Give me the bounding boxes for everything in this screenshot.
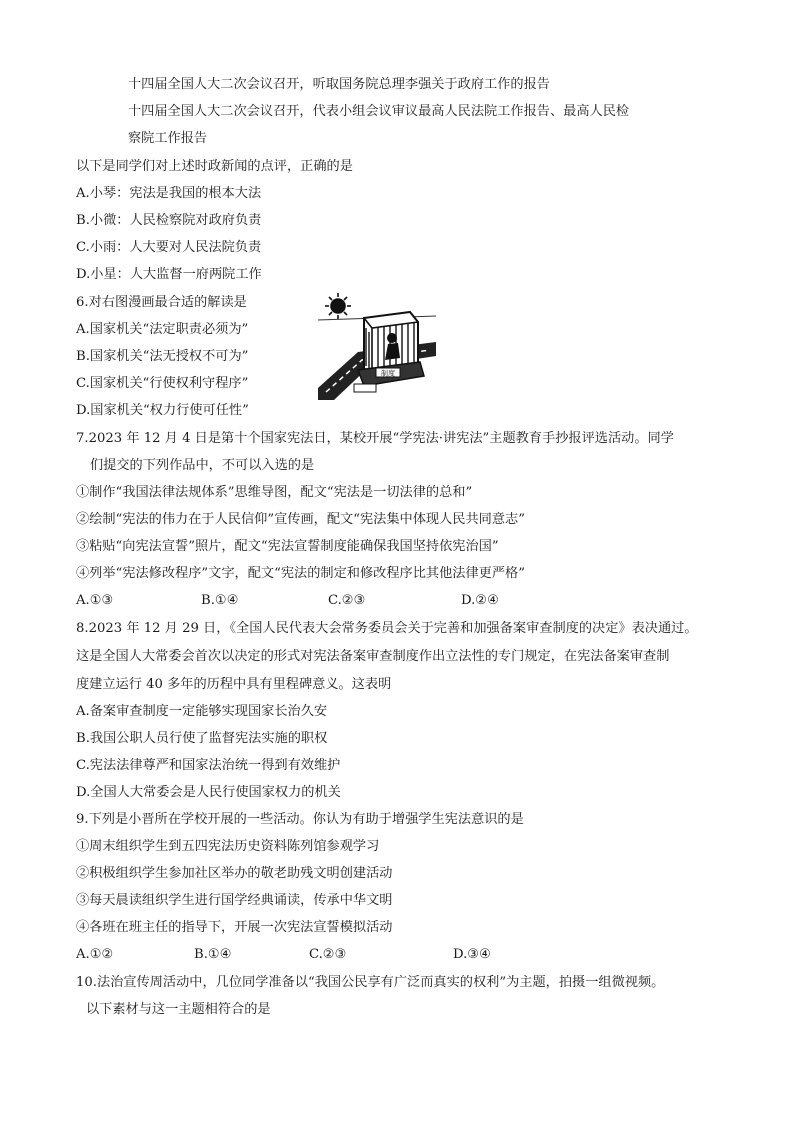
q8-stem-line-1: 8.2023 年 12 月 29 日，《全国人民代表大会常务委员会关于完善和加强备案审查制度的决定》表决通过。: [76, 621, 698, 636]
cage-cartoon-icon: [318, 292, 436, 400]
q7-stem-line-1: 7.2023 年 12 月 4 日是第十个国家宪法日，某校开展“学宪法·讲宪法”主题教育手抄报评选活动。同学: [76, 431, 674, 446]
q9-choice-c: C.②③: [309, 947, 347, 962]
q5-option-c: C.小雨：人大要对人民法院负责: [76, 240, 262, 255]
q7-item-2: ②绘制“宪法的伟力在于人民信仰”宣传画，配文“宪法集中体现人民共同意志”: [76, 512, 525, 527]
q6-option-a: A.国家机关“法定职责必须为”: [76, 322, 249, 337]
cartoon-sign-text: 制度: [381, 369, 395, 378]
q10-stem-line-2: 以下素材与这一主题相符合的是: [86, 1002, 271, 1017]
news-item-2-line-1: 十四届全国人大二次会议召开，代表小组会议审议最高人民法院工作报告、最高人民检: [128, 104, 630, 119]
q9-item-4: ④各班在班主任的指导下，开展一次宪法宣誓模拟活动: [76, 920, 393, 935]
q6-option-b: B.国家机关“法无授权不可为”: [76, 349, 249, 364]
q9-item-3: ③每天晨读组织学生进行国学经典诵读，传承中华文明: [76, 893, 393, 908]
q8-stem-line-3: 度建立运行 40 多年的历程中具有里程碑意义。这表明: [76, 677, 392, 692]
news-item-2-line-2: 察院工作报告: [128, 131, 208, 146]
q8-option-a: A.备案审查制度一定能够实现国家长治久安: [76, 704, 328, 719]
q5-option-a: A.小琴：宪法是我国的根本大法: [76, 186, 262, 201]
q7-item-3: ③粘贴“向宪法宣誓”照片，配文“宪法宣誓制度能确保我国坚持依宪治国”: [76, 539, 499, 554]
q5-stem: 以下是同学们对上述时政新闻的点评，正确的是: [76, 159, 353, 174]
q9-item-2: ②积极组织学生参加社区举办的敬老助残文明创建活动: [76, 866, 393, 881]
news-item-1: 十四届全国人大二次会议召开，听取国务院总理李强关于政府工作的报告: [128, 77, 550, 92]
q9-stem: 9.下列是小晋所在学校开展的一些活动。你认为有助于增强学生宪法意识的是: [76, 812, 524, 827]
q6-option-d: D.国家机关“权力行使可任性”: [76, 403, 249, 418]
q6-stem: 6.对右图漫画最合适的解读是: [76, 295, 247, 310]
q8-option-b: B.我国公职人员行使了监督宪法实施的职权: [76, 731, 328, 746]
q7-choice-a: A.①③: [76, 593, 114, 608]
q5-option-d: D.小星：人大监督一府两院工作: [76, 267, 262, 282]
q7-choice-d: D.②④: [461, 593, 499, 608]
q7-choice-c: C.②③: [328, 593, 366, 608]
q8-option-c: C.宪法法律尊严和国家法治统一得到有效维护: [76, 758, 341, 773]
q10-stem-line-1: 10.法治宣传周活动中，几位同学准备以“我国公民享有广泛而真实的权利”为主题，拍摄一组微视频。: [76, 975, 665, 990]
q9-choice-a: A.①②: [76, 947, 114, 962]
q8-option-d: D.全国人大常委会是人民行使国家权力的机关: [76, 785, 341, 800]
q7-item-1: ①制作“我国法律法规体系”思维导图，配文“宪法是一切法律的总和”: [76, 485, 473, 500]
q9-choice-b: B.①④: [194, 947, 232, 962]
q7-stem-line-2: 们提交的下列作品中，不可以入选的是: [90, 458, 315, 473]
q5-option-b: B.小微：人民检察院对政府负责: [76, 213, 262, 228]
q9-choice-d: D.③④: [453, 947, 491, 962]
q9-item-1: ①周末组织学生到五四宪法历史资料陈列馆参观学习: [76, 839, 380, 854]
q8-stem-line-2: 这是全国人大常委会首次以决定的形式对宪法备案审查制度作出立法性的专门规定，在宪法备案审查制: [76, 649, 670, 664]
q7-item-4: ④列举“宪法修改程序”文字，配文“宪法的制定和修改程序比其他法律更严格”: [76, 566, 525, 581]
q6-option-c: C.国家机关“行使权利守程序”: [76, 376, 249, 391]
q7-choice-b: B.①④: [201, 593, 239, 608]
